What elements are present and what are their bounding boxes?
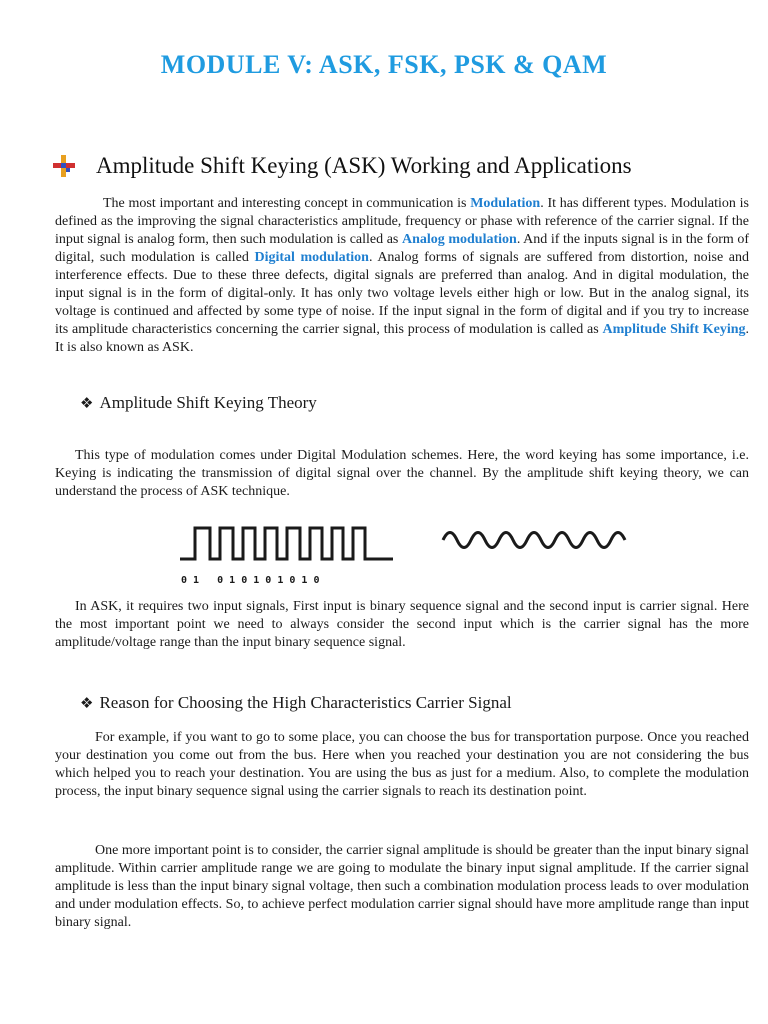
binary-sequence-label: 0 1 0 1 0 1 0 1 0 1 0 (181, 575, 320, 586)
cross-bullet-icon (52, 154, 76, 178)
theory-heading-row (80, 392, 317, 414)
section-heading: Amplitude Shift Keying (ASK) Working and Applications (96, 153, 632, 178)
highlight-digital-modulation: Digital modulation (254, 250, 369, 265)
diamond-bullet-icon: ❖ (80, 394, 94, 412)
intro-text-5: . It is also known as ASK. (55, 322, 749, 355)
theory-heading: Amplitude Shift Keying Theory (99, 393, 317, 412)
reason-paragraph-1: For example, if you want to go to some place, you can choose the bus for transportation purpose. Once you reached your destination you come out from the bus. Here when you reached your destination you are not considering the bus which helped you to reach your destination. You are using the bus as just for a medium. Also, to complete the modulation process, the input binary sequence signal using the carrier signals to reach its destination point. (55, 730, 749, 799)
highlight-modulation: Modulation (470, 196, 541, 211)
intro-text-3: . And if the inputs signal is in the form of digital, such modulation is called (55, 232, 750, 265)
reason-heading-row (80, 692, 512, 714)
binary-square-wave (180, 528, 393, 559)
highlight-ask: Amplitude Shift Keying (602, 322, 746, 337)
reason-paragraph-2: One more important point is to consider, the carrier signal amplitude is should be greater than the input binary signal amplitude. Within carrier amplitude range we are going to modulate the binary input signal amplitude. If the carrier signal amplitude is less than the input binary signal voltage, then such a combination modulation process leads to over modulation and under modulation effects. So, to achieve perfect modulation carrier signal should have more amplitude range than input binary signal. (55, 843, 749, 930)
intro-paragraph (55, 195, 749, 357)
intro-text-2: . It has different types. Modulation is defined as the improving the signal characteristics amplitude, frequency or phase with reference of the carrier signal. If the input signal is analog form, then such modulation is called as (55, 196, 749, 247)
ask-signals-figure (175, 520, 635, 568)
section-heading-row (52, 150, 632, 182)
diamond-bullet-icon: ❖ (80, 694, 94, 712)
reason-heading: Reason for Choosing the High Characteristics Carrier Signal (99, 693, 512, 712)
carrier-sine-wave (443, 533, 625, 548)
intro-text-1: The most important and interesting concept in communication is (103, 196, 471, 211)
highlight-analog-modulation: Analog modulation (401, 232, 517, 247)
intro-text-4: . Analog forms of signals are suffered from distortion, noise and interference effects. Due to these three defects, digital signals are preferred than analog. And in digital modulation, the input signal is in the form of digital-only. It has only two voltage levels either high or low. But in the analog signal, its voltage is continued and affected by some type of noise. If the input signal in the form of digital and if you try to increase its amplitude characteristics concerning the carrier signal, this process of modulation is called as (55, 250, 749, 337)
page-title: MODULE V: ASK, FSK, PSK & QAM (160, 50, 608, 79)
theory-paragraph-1: This type of modulation comes under Digital Modulation schemes. Here, the word keying has some importance, i.e. Keying is indicating the transmission of digital signal over the channel. By the amplitude shift keying theory, we can understand the process of ASK technique. (55, 448, 749, 499)
theory-paragraph-2: In ASK, it requires two input signals, First input is binary sequence signal and the second input is carrier signal. Here the most important point we need to always consider the second input which is the carrier signal has the more amplitude/voltage range than the input binary sequence signal. (55, 599, 749, 650)
